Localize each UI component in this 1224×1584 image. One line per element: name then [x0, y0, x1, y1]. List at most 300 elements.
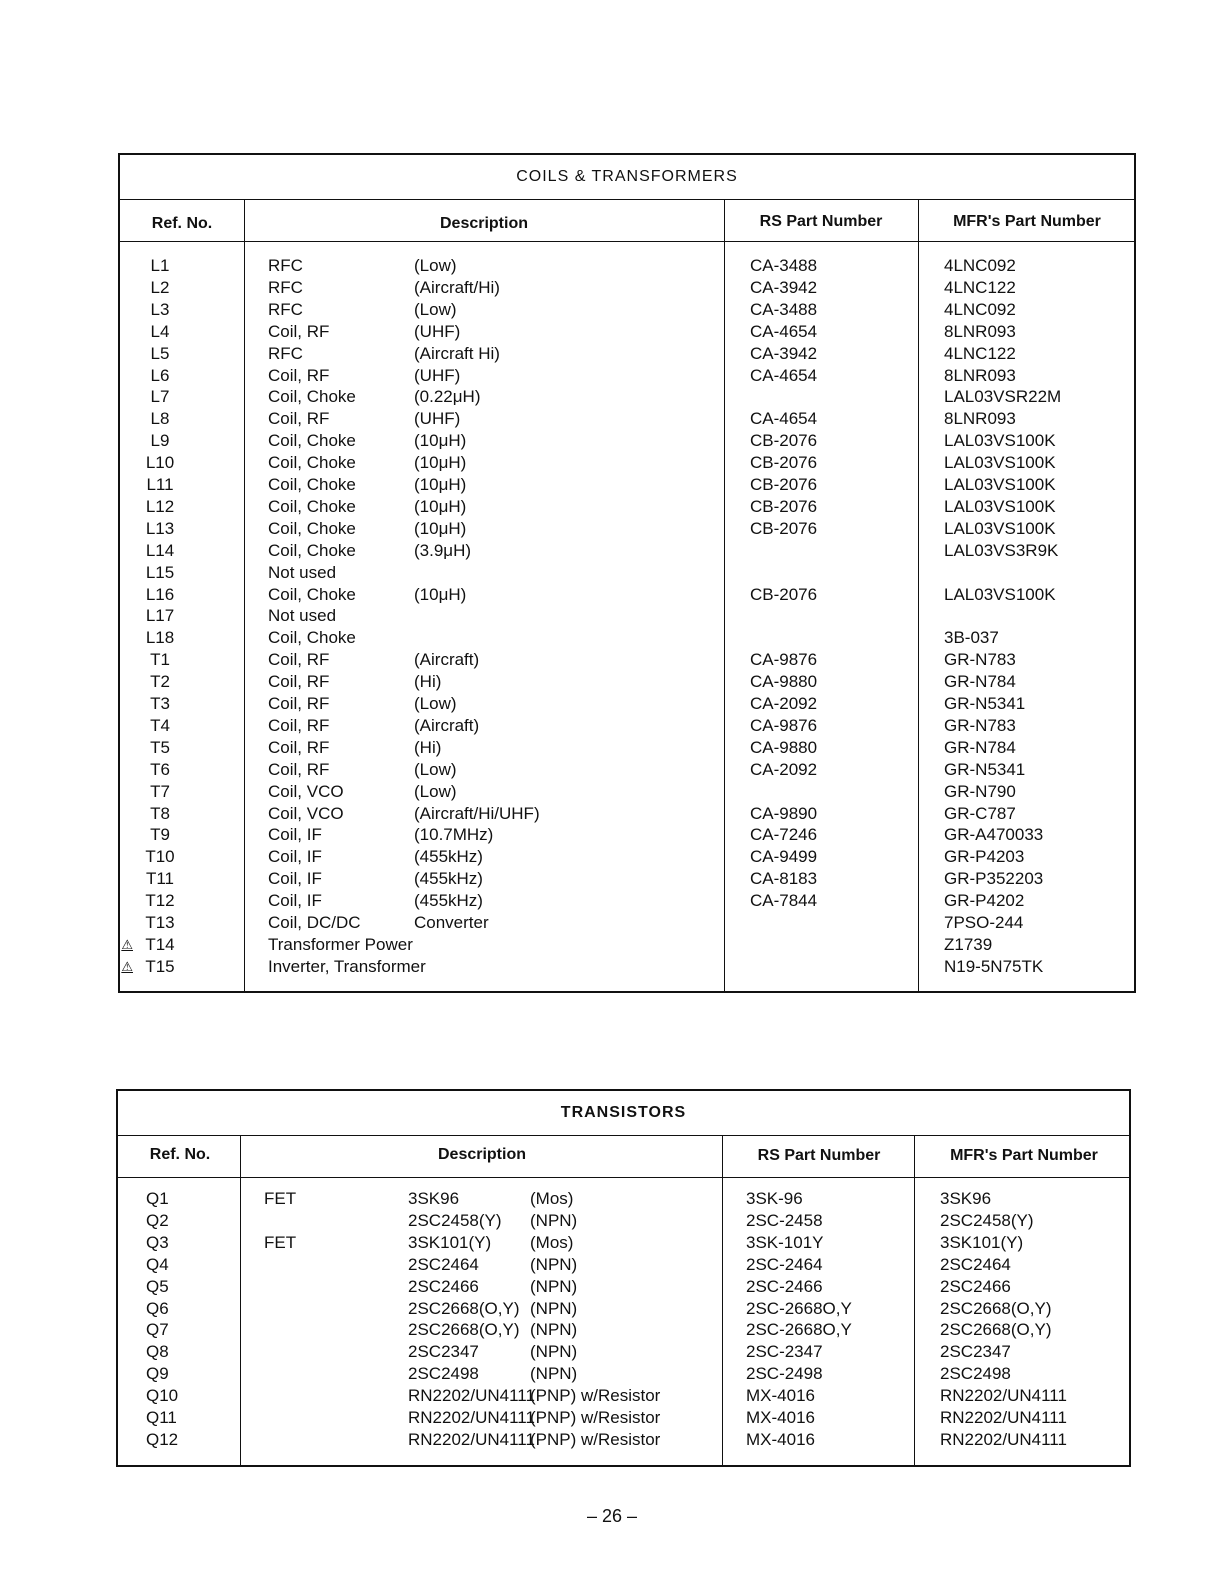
header-rs-part-number: RS Part Number [759, 213, 883, 230]
description-part: 2SC2464 [408, 1254, 479, 1274]
ref-no [120, 627, 200, 649]
ref-no [120, 255, 200, 277]
ref-no: Q11 [146, 1408, 177, 1427]
description-part: 2SC2466 [408, 1276, 479, 1296]
description-spec: (10μH) [414, 475, 467, 494]
mfr-part-number: 8LNR093 [944, 365, 1016, 385]
rs-part-number: 2SC-2668O,Y [746, 1320, 852, 1340]
table-row [118, 1276, 1129, 1298]
mfr-part-number: Z1739 [944, 934, 993, 954]
ref-text: L11 [146, 475, 174, 494]
description-spec: (UHF) [414, 321, 461, 341]
description-part: 2SC2668(O,Y) [408, 1320, 520, 1340]
mfr-part-number: 2SC2668(O,Y) [940, 1320, 1052, 1340]
description-name: Coil, IF [268, 847, 322, 867]
table-row [118, 1429, 1129, 1451]
rs-part-number: CB-2076 [750, 475, 818, 494]
ref-text: T7 [150, 781, 170, 801]
rs-part-number: CA-8183 [750, 869, 818, 889]
table-row [120, 562, 1134, 584]
mfr-part-number: 8LNR093 [944, 321, 1016, 341]
ref-no: Q2 [146, 1210, 169, 1230]
ref-text: T4 [150, 715, 170, 735]
ref-no: Q7 [146, 1320, 169, 1340]
description-name: Inverter, Transformer [268, 956, 426, 976]
description-spec: (Low) [414, 781, 457, 801]
description-part: 2SC2498 [408, 1364, 479, 1384]
mfr-part-number: 3SK96 [940, 1189, 992, 1208]
table-row [118, 1232, 1129, 1254]
ref-text: L6 [150, 365, 170, 385]
table-row [120, 693, 1134, 715]
header-mfr-part-number: MFR's Part Number [953, 213, 1101, 230]
rs-part-number: CA-3942 [750, 343, 818, 363]
mfr-part-number: 2SC2466 [940, 1276, 1011, 1296]
rs-part-number: 3SK-101Y [746, 1232, 824, 1252]
ref-no [120, 803, 200, 825]
transistors-table [116, 1089, 1131, 1467]
table-row [118, 1319, 1129, 1341]
mfr-part-number: 7PSO-244 [944, 913, 1024, 932]
mfr-part-number: GR-P352203 [944, 869, 1044, 889]
table-row [120, 343, 1134, 365]
mfr-part-number: 2SC2458(Y) [940, 1210, 1034, 1230]
description-spec: (10.7MHz) [414, 825, 494, 845]
description-spec: (Hi) [414, 737, 442, 757]
ref-no [120, 584, 200, 606]
description-name: Coil, Choke [268, 584, 356, 604]
ref-no [120, 365, 200, 387]
description-name: Coil, Choke [268, 628, 356, 648]
rs-part-number: CB-2076 [750, 518, 818, 538]
description-spec: (10μH) [414, 453, 467, 473]
rs-part-number: CA-9499 [750, 847, 818, 867]
ref-no [120, 386, 200, 408]
mfr-part-number: N19-5N75TK [944, 956, 1044, 976]
description-name: RFC [268, 256, 303, 275]
description-type: FET [264, 1232, 297, 1252]
table-row [120, 846, 1134, 868]
mfr-part-number: GR-N784 [944, 672, 1016, 692]
mfr-part-number: 3B-037 [944, 628, 999, 648]
ref-no: Q8 [146, 1342, 169, 1362]
description-name: Coil, Choke [268, 431, 356, 451]
table-row [120, 868, 1134, 890]
description-name: Coil, Choke [268, 387, 356, 407]
ref-text: T11 [145, 869, 175, 889]
description-name: Coil, DC/DC [268, 913, 361, 932]
description-name: Coil, RF [268, 672, 330, 692]
ref-no [120, 452, 200, 474]
ref-text: L5 [150, 343, 170, 363]
ref-text: L13 [145, 518, 175, 538]
description-polarity: (NPN) [530, 1320, 578, 1340]
description-spec: (Aircraft/Hi/UHF) [414, 803, 540, 823]
rs-part-number: 2SC-2498 [746, 1364, 823, 1384]
mfr-part-number: LAL03VS100K [944, 453, 1056, 473]
ref-text: L8 [150, 409, 170, 429]
description-spec: (455kHz) [414, 847, 483, 867]
rs-part-number: CA-3942 [750, 277, 818, 297]
mfr-part-number: LAL03VSR22M [944, 387, 1062, 407]
rs-part-number: MX-4016 [746, 1386, 815, 1406]
mfr-part-number: RN2202/UN4111 [940, 1408, 1067, 1427]
description-spec: (10μH) [414, 431, 467, 451]
mfr-part-number: 2SC2668(O,Y) [940, 1298, 1052, 1318]
description-spec: Converter [414, 913, 489, 932]
description-polarity: (PNP) w/Resistor [530, 1429, 661, 1449]
ref-no [120, 934, 200, 956]
table-title: COILS & TRANSFORMERS [120, 155, 1134, 200]
ref-no [120, 693, 200, 715]
header-mfr-part-number: MFR's Part Number [950, 1147, 1098, 1164]
description-part: 2SC2458(Y) [408, 1210, 502, 1230]
rs-part-number: MX-4016 [746, 1408, 815, 1427]
rs-part-number: CA-7246 [750, 825, 818, 845]
table-row [120, 649, 1134, 671]
ref-no [120, 430, 200, 452]
rs-part-number: 2SC-2466 [746, 1276, 823, 1296]
description-name: Coil, RF [268, 321, 330, 341]
mfr-part-number: 4LNC092 [944, 299, 1016, 319]
description-polarity: (NPN) [530, 1254, 578, 1274]
rs-part-number: CA-9876 [750, 650, 818, 670]
rs-part-number: CA-4654 [750, 365, 818, 385]
table-row [120, 737, 1134, 759]
description-part: RN2202/UN4111 [408, 1429, 535, 1449]
ref-text: L10 [145, 453, 175, 473]
ref-text: T15 ⚠ [121, 956, 175, 976]
mfr-part-number: GR-N784 [944, 737, 1016, 757]
ref-no: Q1 [146, 1189, 169, 1208]
rs-part-number: 2SC-2347 [746, 1342, 823, 1362]
ref-no [120, 518, 200, 540]
table-row [120, 277, 1134, 299]
mfr-part-number: 3SK101(Y) [940, 1232, 1024, 1252]
table-row [120, 934, 1134, 956]
ref-no [120, 343, 200, 365]
mfr-part-number: LAL03VS100K [944, 431, 1056, 451]
ref-text: L17 [145, 606, 175, 626]
description-name: Coil, IF [268, 869, 322, 889]
description-name: Coil, RF [268, 715, 330, 735]
mfr-part-number: GR-C787 [944, 803, 1016, 823]
ref-no: Q10 [146, 1386, 179, 1406]
description-type: FET [264, 1189, 297, 1208]
rs-part-number: 2SC-2464 [746, 1254, 823, 1274]
description-name: Coil, VCO [268, 803, 344, 823]
description-spec: (UHF) [414, 365, 461, 385]
mfr-part-number: LAL03VS100K [944, 496, 1056, 516]
mfr-part-number: LAL03VS100K [944, 518, 1056, 538]
ref-no [120, 956, 200, 978]
table-row [120, 781, 1134, 803]
table-row [120, 255, 1134, 277]
mfr-part-number: GR-N783 [944, 715, 1016, 735]
description-part: RN2202/UN4111 [408, 1386, 535, 1406]
table-row [120, 803, 1134, 825]
rs-part-number: CA-2092 [750, 694, 818, 713]
description-polarity: (PNP) w/Resistor [530, 1386, 661, 1406]
description-polarity: (NPN) [530, 1364, 578, 1384]
header-ref-no: Ref. No. [151, 215, 213, 232]
mfr-part-number: 2SC2498 [940, 1364, 1011, 1384]
warning-triangle-icon: ⚠ [121, 936, 133, 952]
description-spec: (10μH) [414, 518, 467, 538]
description-name: Coil, RF [268, 365, 330, 385]
description-polarity: (NPN) [530, 1210, 578, 1230]
description-polarity: (NPN) [530, 1342, 578, 1362]
mfr-part-number: 2SC2464 [940, 1254, 1011, 1274]
description-name: Coil, RF [268, 409, 330, 429]
ref-no [120, 846, 200, 868]
rs-part-number: CA-9880 [750, 672, 818, 692]
table-row [120, 890, 1134, 912]
ref-text: L12 [145, 496, 175, 516]
description-polarity: (Mos) [530, 1189, 574, 1208]
rs-part-number: CA-7844 [750, 891, 818, 911]
table-row [118, 1363, 1129, 1385]
mfr-part-number: 4LNC122 [944, 343, 1016, 363]
ref-text: L18 [145, 628, 175, 648]
rs-part-number: 2SC-2668O,Y [746, 1298, 852, 1318]
mfr-part-number: 8LNR093 [944, 409, 1016, 429]
table-row [120, 671, 1134, 693]
table-row [118, 1341, 1129, 1363]
ref-no [120, 868, 200, 890]
table-row [120, 605, 1134, 627]
ref-text: T2 [150, 672, 170, 692]
header-rs-part-number: RS Part Number [757, 1147, 881, 1164]
ref-no [120, 715, 200, 737]
description-name: Coil, RF [268, 650, 330, 670]
description-spec: (Aircraft/Hi) [414, 277, 500, 297]
table-row [120, 540, 1134, 562]
table-row [120, 912, 1134, 934]
ref-text: T3 [150, 694, 170, 713]
description-name: RFC [268, 343, 303, 363]
table-row [118, 1407, 1129, 1429]
table-row [118, 1385, 1129, 1407]
rs-part-number: CA-9890 [750, 803, 818, 823]
ref-no: Q4 [146, 1254, 169, 1274]
rs-part-number: CA-9876 [750, 715, 818, 735]
description-spec: (455kHz) [414, 891, 483, 911]
description-spec: (10μH) [414, 496, 467, 516]
ref-no [120, 277, 200, 299]
header-description: Description [439, 215, 528, 232]
ref-no [120, 737, 200, 759]
description-name: Coil, RF [268, 759, 330, 779]
ref-text: L1 [150, 256, 170, 275]
description-name: Coil, Choke [268, 496, 356, 516]
page-number: – 26 – [586, 1506, 638, 1526]
rs-part-number: CB-2076 [750, 453, 818, 473]
ref-text: T5 [150, 737, 170, 757]
ref-text: L7 [150, 387, 170, 407]
warning-triangle-icon: ⚠ [121, 958, 133, 974]
ref-no [120, 474, 200, 496]
mfr-part-number: GR-N790 [944, 781, 1016, 801]
description-name: Coil, RF [268, 694, 330, 713]
description-spec: (Low) [414, 694, 457, 713]
description-spec: (Hi) [414, 672, 442, 692]
description-part: 3SK96 [408, 1189, 460, 1208]
description-spec: (Aircraft) [414, 715, 480, 735]
rs-part-number: CA-3488 [750, 299, 818, 319]
table-row [118, 1210, 1129, 1232]
table-row [120, 365, 1134, 387]
description-polarity: (NPN) [530, 1298, 578, 1318]
mfr-part-number: GR-P4203 [944, 847, 1025, 867]
ref-no [120, 890, 200, 912]
description-spec: (Aircraft) [414, 650, 480, 670]
description-name: Coil, IF [268, 891, 322, 911]
table-row [120, 299, 1134, 321]
ref-no: Q12 [146, 1429, 179, 1449]
description-spec: (0.22μH) [414, 387, 481, 407]
description-spec: (455kHz) [414, 869, 483, 889]
ref-no [120, 562, 200, 584]
table-row [120, 824, 1134, 846]
description-part: 2SC2668(O,Y) [408, 1298, 520, 1318]
table-row [120, 452, 1134, 474]
ref-text: T9 [150, 825, 170, 845]
description-name: Coil, Choke [268, 518, 356, 538]
description-part: 2SC2347 [408, 1342, 479, 1362]
mfr-part-number: GR-N5341 [944, 694, 1026, 713]
ref-text: L3 [150, 299, 170, 319]
description-name: RFC [268, 299, 303, 319]
description-name: Coil, IF [268, 825, 322, 845]
ref-no [120, 496, 200, 518]
table-row [120, 386, 1134, 408]
table-row [120, 956, 1134, 978]
description-name: Transformer Power [268, 934, 413, 954]
table-row [120, 321, 1134, 343]
ref-text: L16 [145, 584, 175, 604]
header-ref-no: Ref. No. [149, 1146, 211, 1163]
description-spec: (UHF) [414, 409, 461, 429]
ref-text: T13 [145, 913, 175, 932]
description-polarity: (PNP) w/Resistor [530, 1408, 661, 1427]
mfr-part-number: RN2202/UN4111 [940, 1386, 1067, 1406]
description-part: RN2202/UN4111 [408, 1408, 535, 1427]
ref-text: T10 [145, 847, 175, 867]
coils-transformers-table [118, 153, 1136, 993]
table-row [118, 1188, 1129, 1210]
ref-no [120, 321, 200, 343]
mfr-part-number: RN2202/UN4111 [940, 1429, 1067, 1449]
description-name: Not used [268, 562, 337, 582]
rs-part-number: CA-3488 [750, 256, 818, 275]
ref-no: Q5 [146, 1276, 169, 1296]
description-spec: (3.9μH) [414, 540, 472, 560]
ref-text: T8 [150, 803, 170, 823]
description-name: Coil, Choke [268, 540, 356, 560]
rs-part-number: CB-2076 [750, 584, 818, 604]
mfr-part-number: 2SC2347 [940, 1342, 1011, 1362]
description-spec: (10μH) [414, 584, 467, 604]
mfr-part-number: LAL03VS100K [944, 584, 1056, 604]
rs-part-number: 2SC-2458 [746, 1210, 823, 1230]
ref-no [120, 540, 200, 562]
mfr-part-number: 4LNC122 [944, 277, 1016, 297]
rs-part-number: MX-4016 [746, 1429, 815, 1449]
ref-no: Q9 [146, 1364, 169, 1384]
mfr-part-number: 4LNC092 [944, 256, 1016, 275]
ref-no [120, 299, 200, 321]
description-part: 3SK101(Y) [408, 1232, 492, 1252]
ref-text: L15 [145, 562, 175, 582]
description-name: Coil, Choke [268, 475, 356, 494]
table-row [118, 1254, 1129, 1276]
rs-part-number: CA-9880 [750, 737, 818, 757]
mfr-part-number: GR-P4202 [944, 891, 1025, 911]
ref-no [120, 671, 200, 693]
ref-text: L14 [145, 540, 175, 560]
table-row [120, 759, 1134, 781]
ref-no [120, 408, 200, 430]
ref-text: T14 ⚠ [121, 934, 175, 954]
description-name: Coil, Choke [268, 453, 356, 473]
header-description: Description [437, 1146, 526, 1163]
rs-part-number: CA-4654 [750, 409, 818, 429]
description-spec: (Low) [414, 759, 457, 779]
ref-no [120, 605, 200, 627]
description-polarity: (NPN) [530, 1276, 578, 1296]
ref-no [120, 759, 200, 781]
table-row [120, 496, 1134, 518]
description-polarity: (Mos) [530, 1232, 574, 1252]
ref-text: T1 [150, 650, 170, 670]
ref-no [120, 781, 200, 803]
description-name: Not used [268, 606, 337, 626]
table-row [118, 1298, 1129, 1320]
ref-text: L9 [150, 431, 170, 451]
rs-part-number: CB-2076 [750, 496, 818, 516]
table-row [120, 715, 1134, 737]
table-row [120, 518, 1134, 540]
mfr-part-number: LAL03VS100K [944, 475, 1056, 494]
ref-no: Q3 [146, 1232, 169, 1252]
mfr-part-number: LAL03VS3R9K [944, 540, 1059, 560]
table-row [120, 584, 1134, 606]
ref-no: Q6 [146, 1298, 169, 1318]
rs-part-number: CA-4654 [750, 321, 818, 341]
mfr-part-number: GR-N783 [944, 650, 1016, 670]
ref-text: T12 [145, 891, 175, 911]
ref-text: T6 [150, 759, 170, 779]
rs-part-number: 3SK-96 [746, 1189, 803, 1208]
description-spec: (Low) [414, 299, 457, 319]
ref-no [120, 649, 200, 671]
description-spec: (Low) [414, 256, 457, 275]
description-name: Coil, VCO [268, 781, 344, 801]
description-name: Coil, RF [268, 737, 330, 757]
mfr-part-number: GR-N5341 [944, 759, 1026, 779]
rs-part-number: CB-2076 [750, 431, 818, 451]
rs-part-number: CA-2092 [750, 759, 818, 779]
ref-no [120, 824, 200, 846]
table-row [120, 430, 1134, 452]
ref-text: L4 [150, 321, 170, 341]
table-title: TRANSISTORS [118, 1091, 1129, 1136]
ref-text: L2 [150, 277, 170, 297]
mfr-part-number: GR-A470033 [944, 825, 1044, 845]
table-row [120, 627, 1134, 649]
table-row [120, 408, 1134, 430]
